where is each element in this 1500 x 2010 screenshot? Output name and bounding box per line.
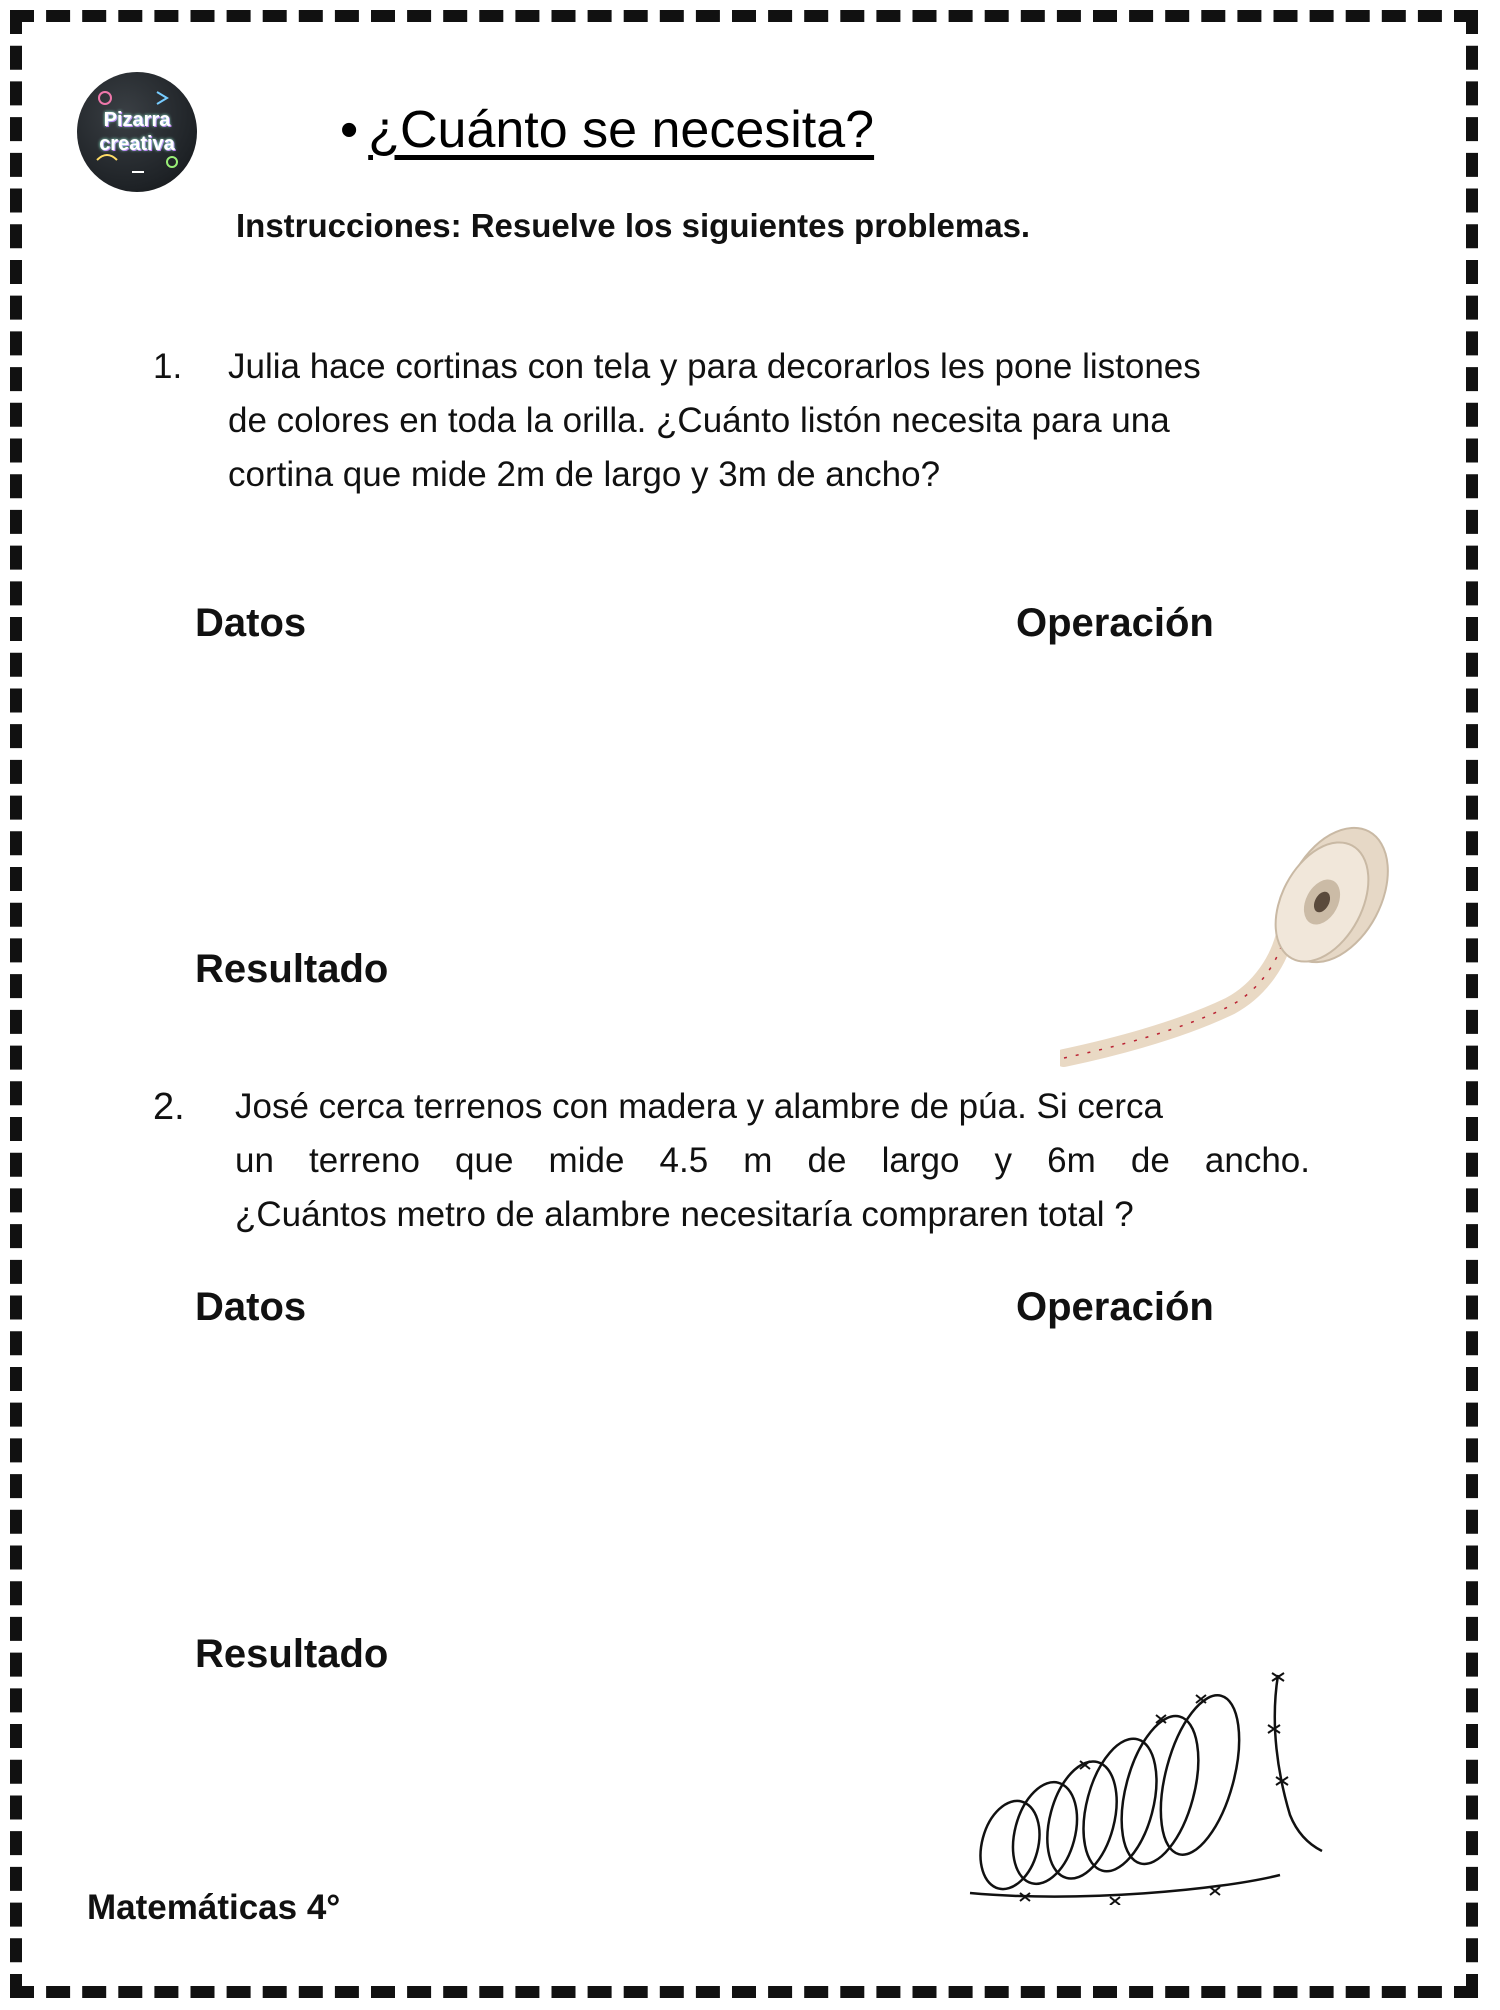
logo-text-line1: Pizarra (103, 109, 171, 131)
barbed-wire-image (960, 1665, 1340, 1905)
problem-line: José cerca terrenos con madera y alambre de púa. Si cerca (235, 1087, 1163, 1126)
page-title (340, 98, 874, 162)
datos-label-1: Datos (195, 601, 307, 645)
resultado-label-1: Resultado (195, 947, 389, 991)
problem-number: 2. (153, 1086, 185, 1128)
instructions: Instrucciones: Resuelve los siguientes problemas. (236, 207, 1031, 244)
ribbon-spool-image (1060, 820, 1400, 1080)
operacion-label-2: Operación (1016, 1285, 1214, 1329)
footer-subject-grade: Matemáticas 4° (87, 1888, 341, 1927)
problem-number: 1. (153, 347, 183, 386)
problem-line: Julia hace cortinas con tela y para decorarlos les pone listones (228, 347, 1201, 386)
problem-line: de colores en toda la orilla. ¿Cuánto listón necesita para una (228, 401, 1170, 440)
problem-line: un terreno que mide 4.5 m de largo y 6m de ancho. (235, 1141, 1310, 1180)
pizarra-creativa-logo (77, 72, 197, 192)
problem-text (228, 340, 1348, 502)
logo-doodles (77, 72, 197, 192)
problem-line: cortina que mide 2m de largo y 3m de ancho? (228, 455, 941, 494)
resultado-label-2: Resultado (195, 1632, 389, 1676)
problem-line: ¿Cuántos metro de alambre necesitaría compraren total ? (235, 1195, 1134, 1234)
logo-text-line2: creativa (99, 133, 175, 155)
datos-label-2: Datos (195, 1285, 307, 1329)
operacion-label-1: Operación (1016, 601, 1214, 645)
problem-text (235, 1080, 1310, 1242)
title-bullet: • (340, 101, 359, 159)
title-text: ¿Cuánto se necesita? (368, 101, 875, 159)
